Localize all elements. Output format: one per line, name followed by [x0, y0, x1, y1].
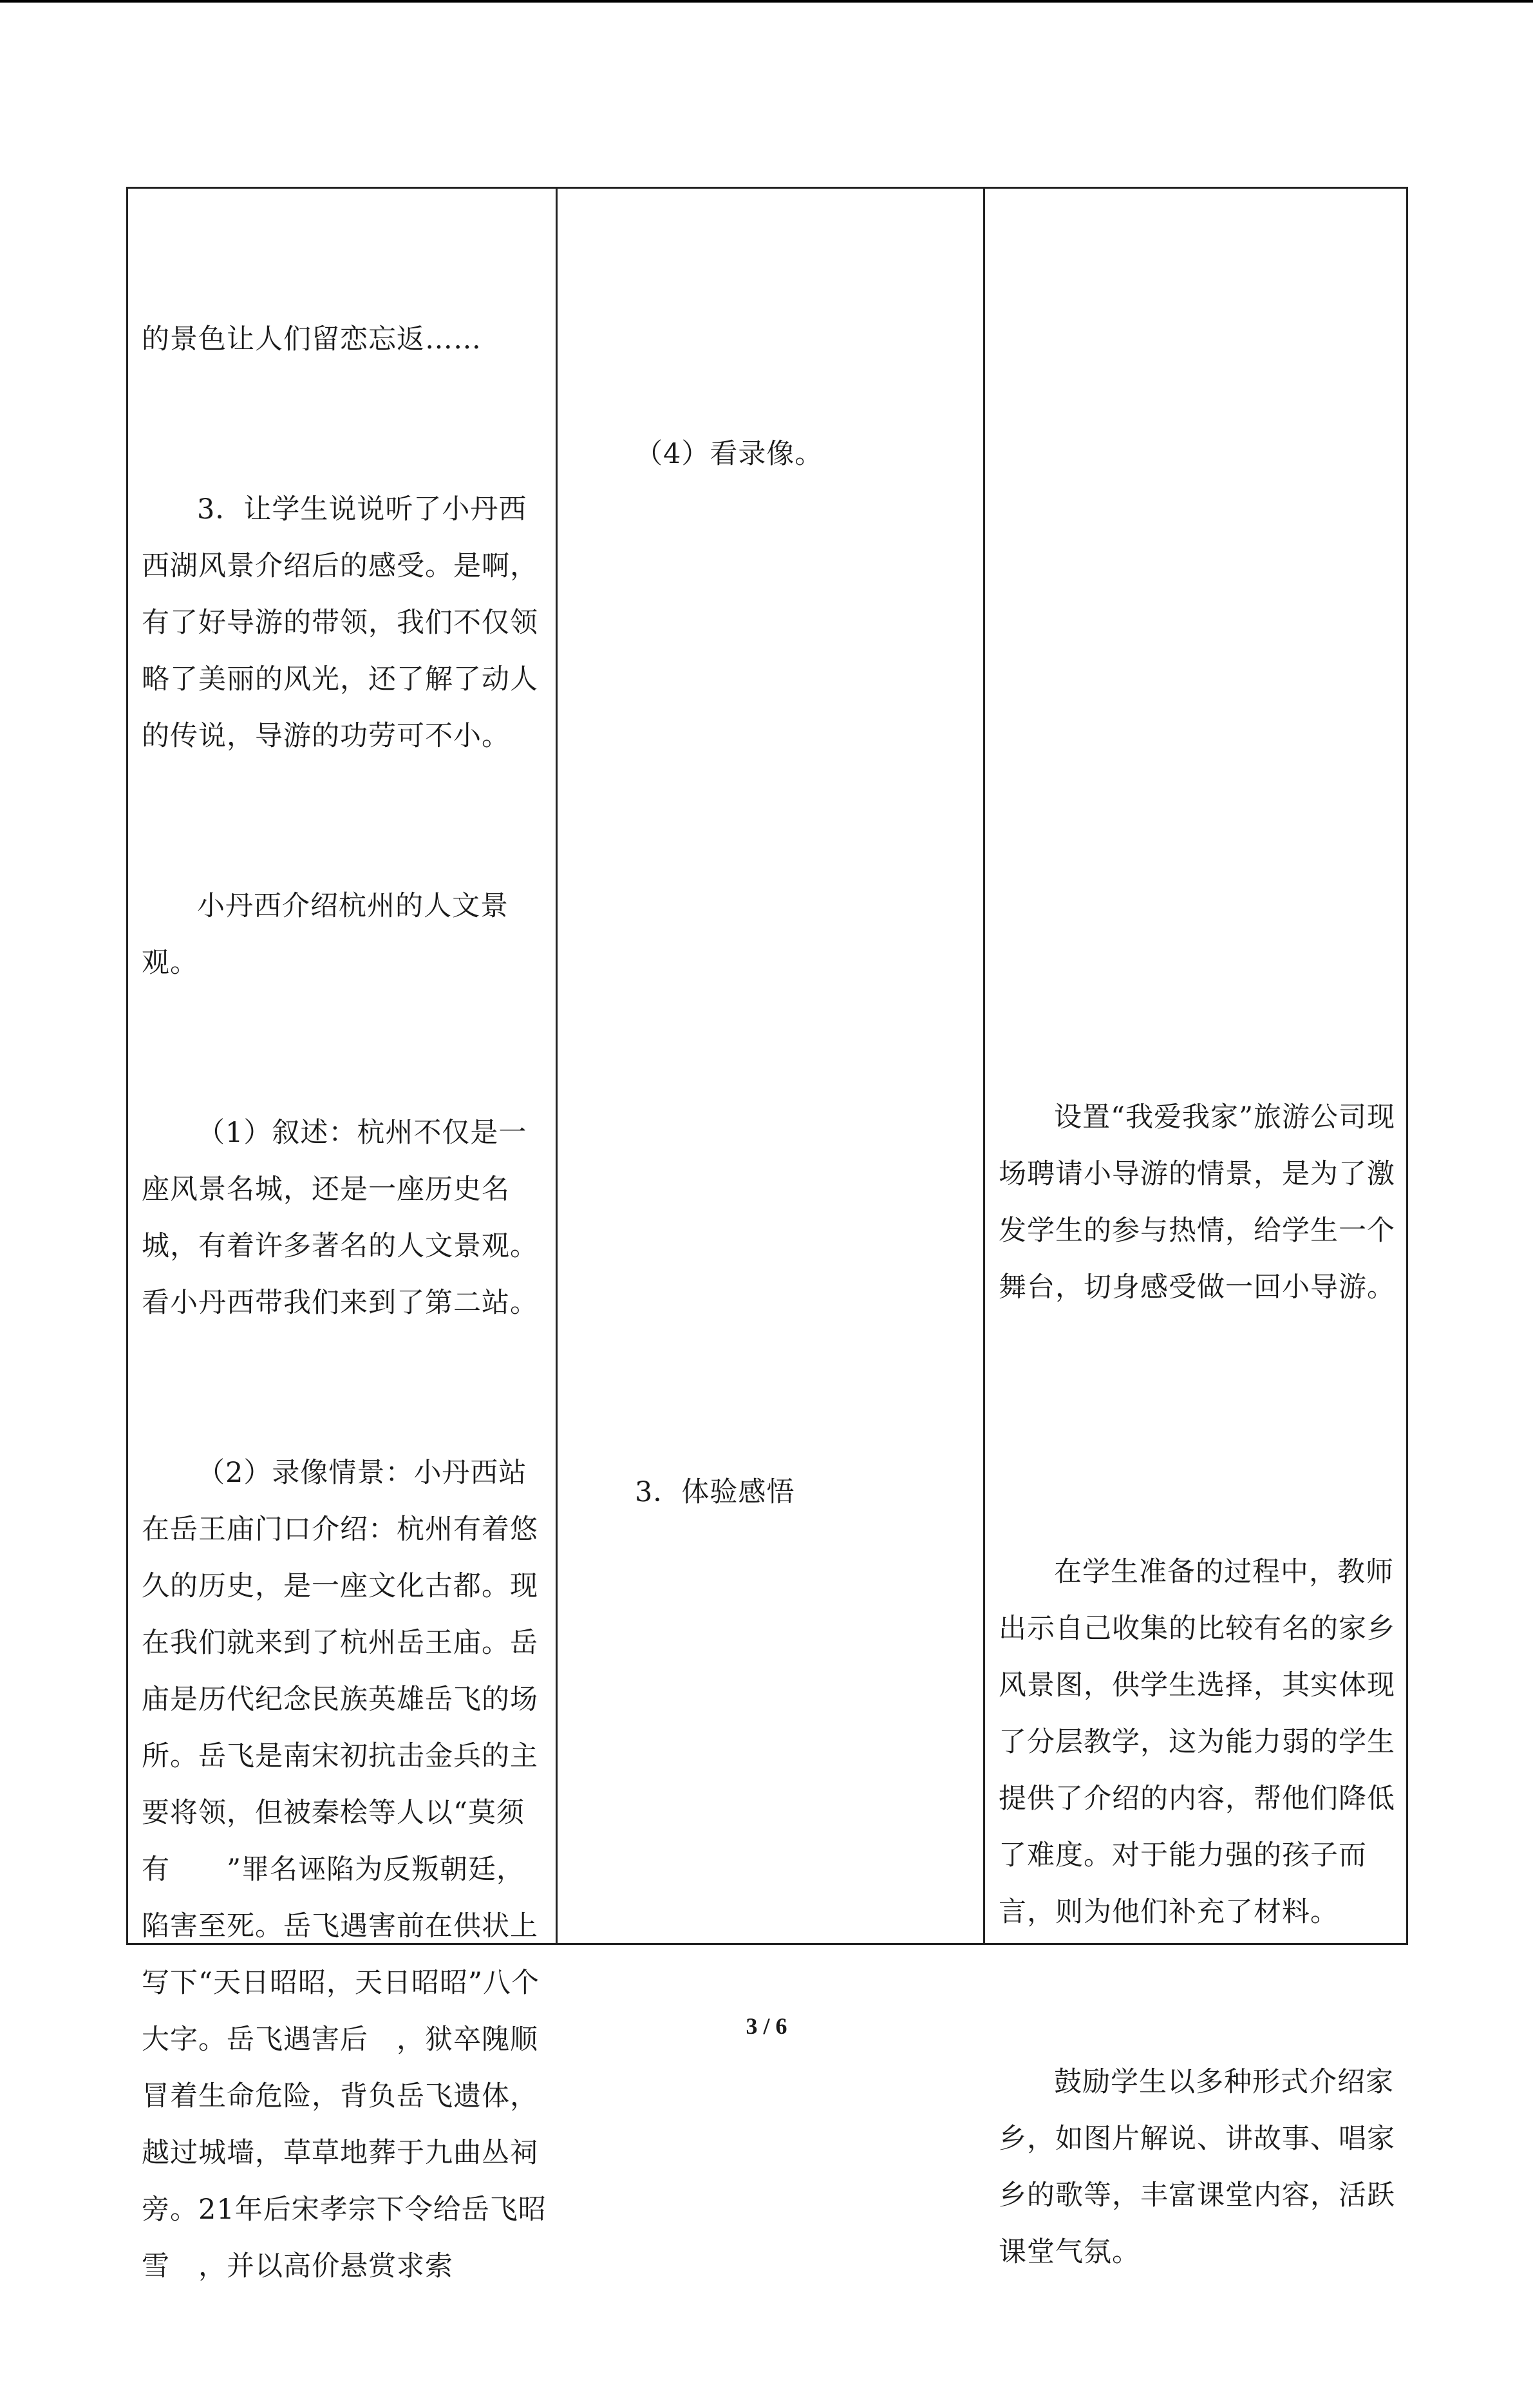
- teacher-activity-text: [142, 198, 547, 2408]
- paragraph: （2）录像情景：小丹西站在岳王庙门口介绍：杭州有着悠久的历史，是一座文化古都。现在我们就来到了杭州岳王庙。岳庙是历代纪念民族英雄岳飞的场所。岳飞是南宋初抗击金兵的主要将领，但被秦桧等人以“莫须有 ”罪名诬陷为反叛朝廷，陷害至死。岳飞遇害前在供状上写下“天日昭昭，天日昭昭”八个大字。岳飞遇害后 ，狱卒隗顺冒着生命危险，背负岳飞遗体，越过城墙，草草地葬于九曲丛祠旁。21年后宋孝宗下令给岳飞昭雪 ，并以高价悬赏求索: [142, 1457, 547, 2282]
- design-intent-note: [999, 976, 1401, 1429]
- paragraph: 鼓励学生以多种形式介绍家乡，如图片解说、讲故事、唱家乡的歌等，丰富课堂内容，活跃课堂气氛。: [999, 2066, 1395, 2268]
- table-column-design-intent: [983, 189, 1410, 2268]
- table-column-teacher-activity: [128, 189, 556, 2282]
- student-activity-watch-video: （4）看录像。: [635, 438, 823, 470]
- paragraph: （1）叙述：杭州不仅是一座风景名城，还是一座历史名城，有着许多著名的人文景观。看小丹西带我们来到了第二站。: [142, 1117, 538, 1319]
- student-activity-experience: 3．体验感悟: [635, 1476, 795, 1508]
- paragraph: 设置“我爱我家”旅游公司现场聘请小导游的情景，是为了激发学生的参与热情，给学生一个舞台，切身感受做一回小导游。: [999, 1101, 1395, 1304]
- paragraph: 的景色让人们留恋忘返……: [142, 323, 482, 356]
- page-number: 3 / 6: [746, 2013, 787, 2039]
- paragraph: 3．让学生说说听了小丹西西湖风景介绍后的感受。是啊，有了好导游的带领，我们不仅领略了美丽的风光，还了解了动人的传说，导游的功劳可不小。: [142, 493, 538, 752]
- page-top-border: [0, 0, 1533, 3]
- paragraph: 小丹西介绍杭州的人文景观。: [142, 890, 509, 979]
- table-column-student-activity: [556, 189, 983, 1943]
- design-intent-note: [999, 1430, 1401, 2394]
- paragraph: 在学生准备的过程中，教师出示自己收集的比较有名的家乡风景图，供学生选择，其实体现了分层教学，这为能力弱的学生提供了介绍的内容，帮他们降低了难度。对于能力强的孩子而言，则为他们补充了材料。: [999, 1556, 1395, 1928]
